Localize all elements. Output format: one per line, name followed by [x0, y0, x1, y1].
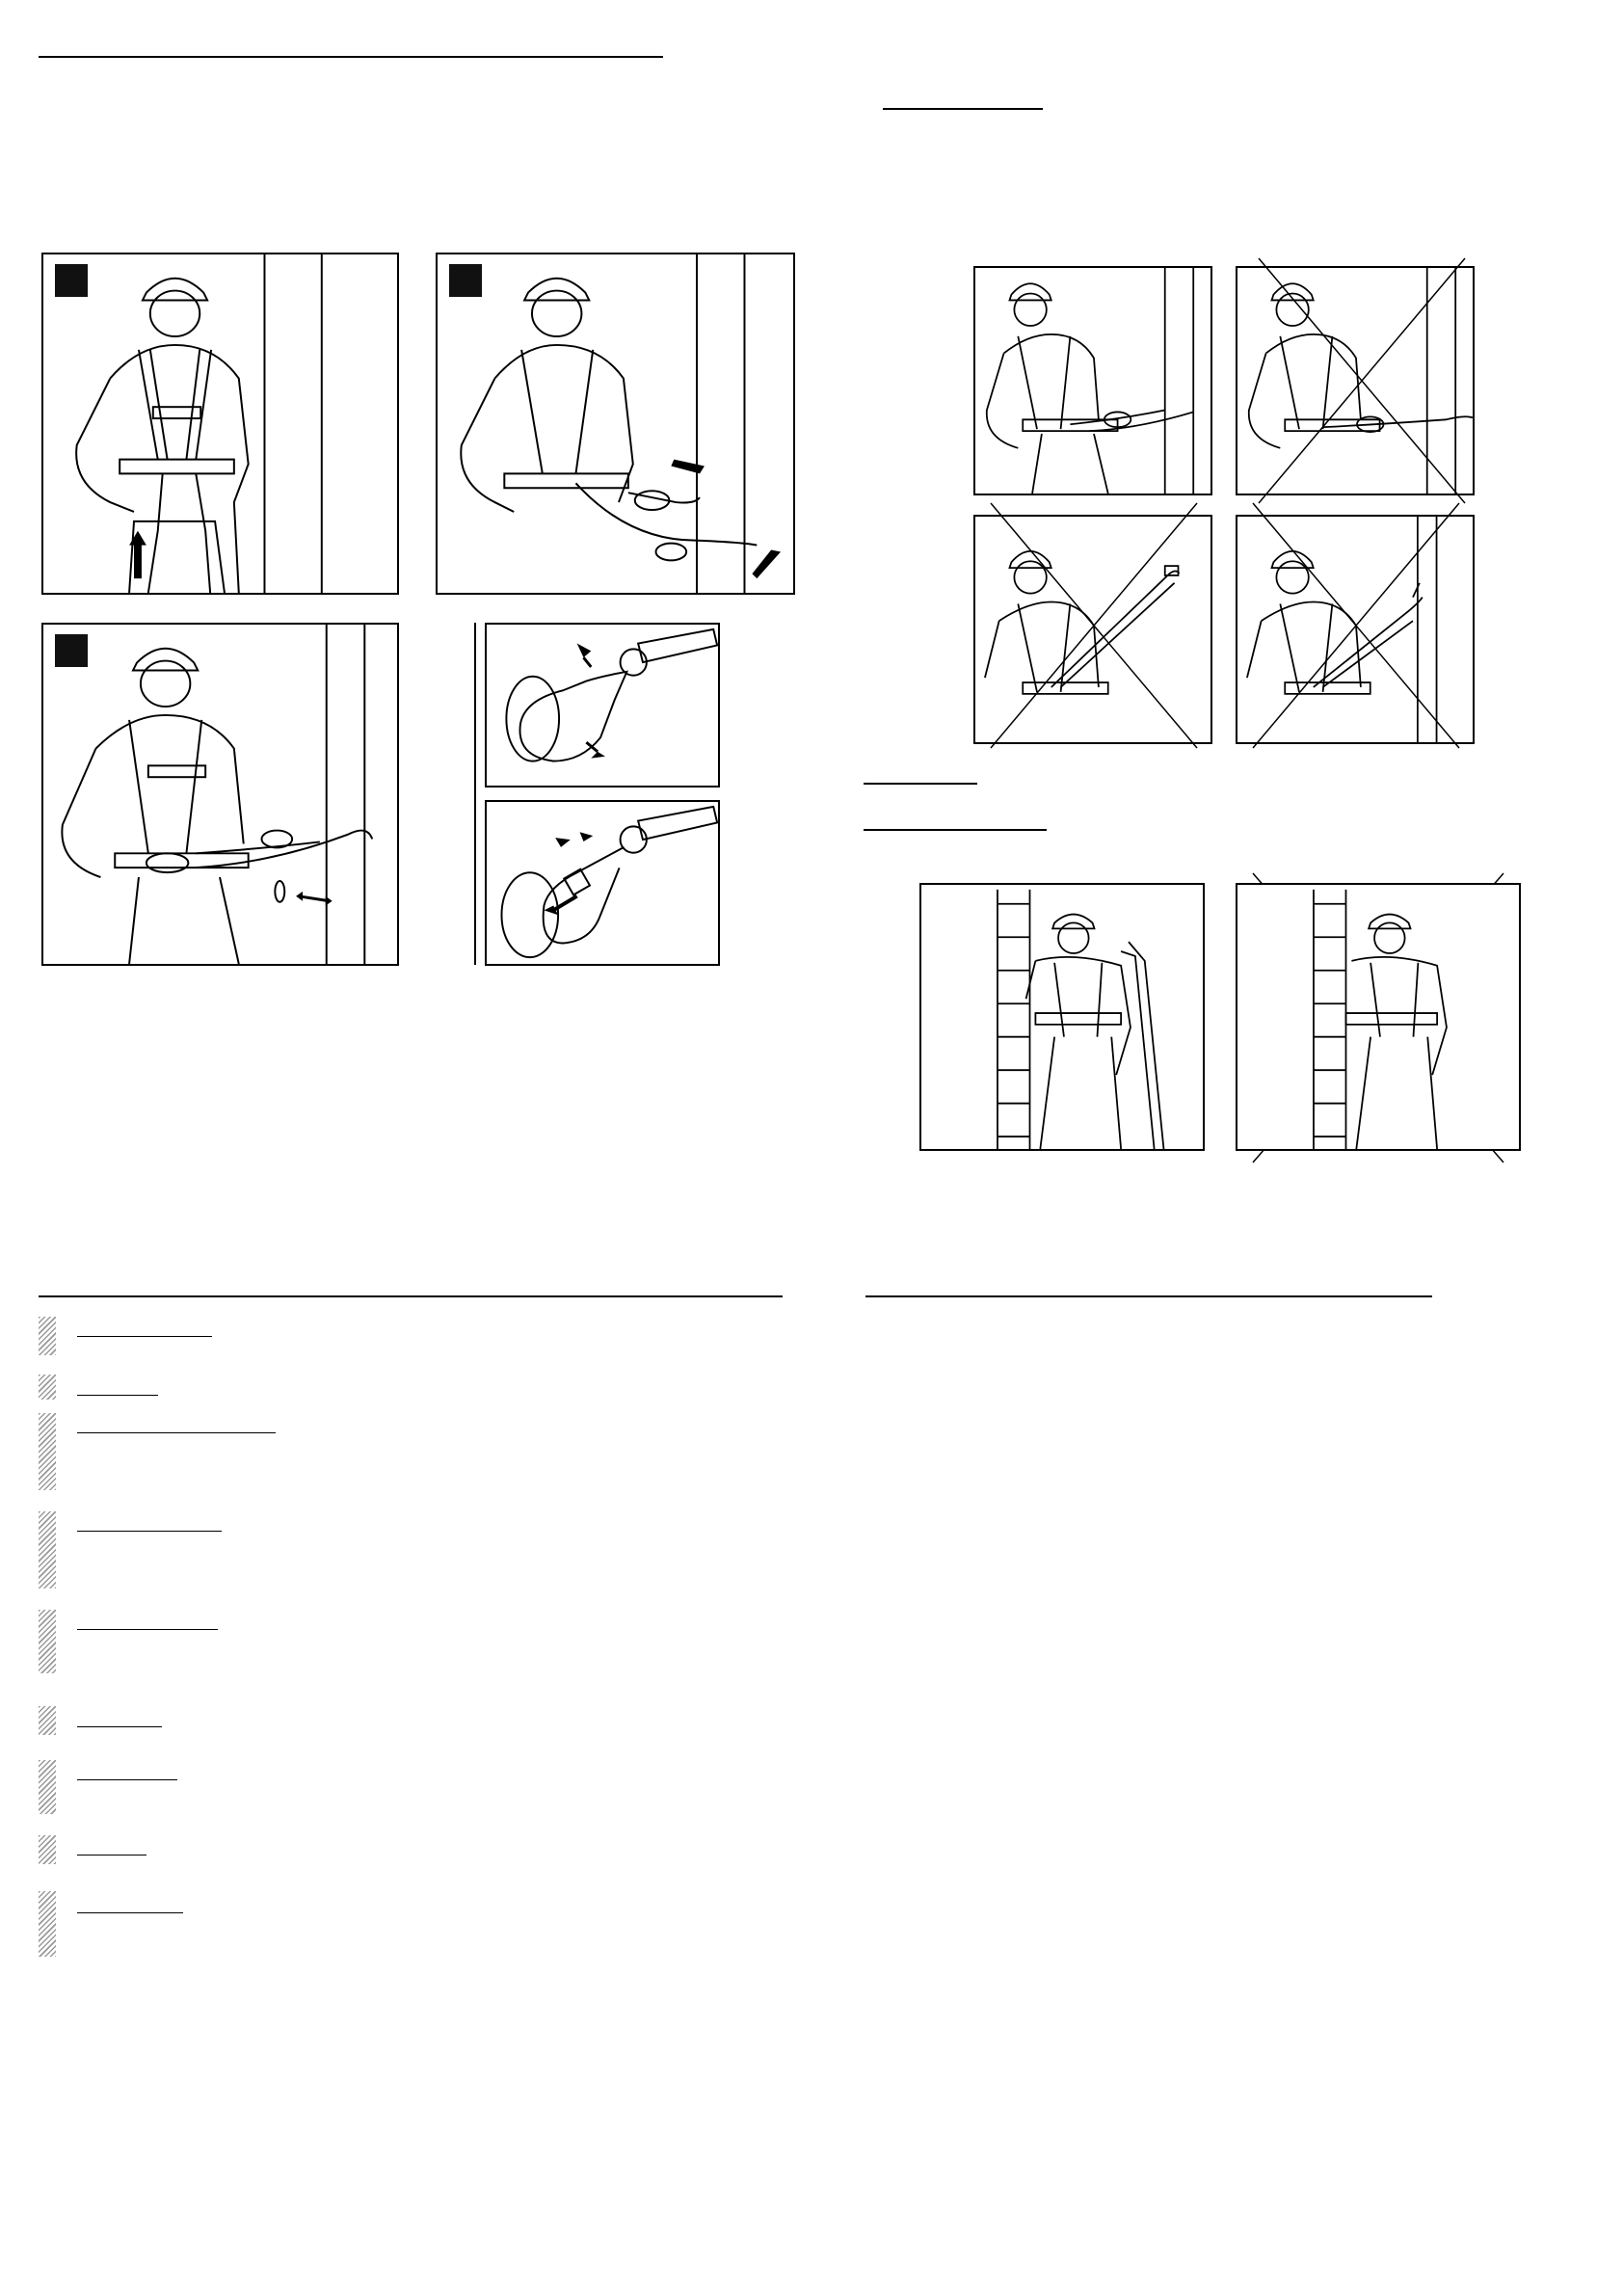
list-item-heading-underline: [77, 1531, 222, 1532]
connector-detail-bracket: [474, 623, 476, 965]
carabiner-icon: [487, 802, 718, 964]
list-item-heading-underline: [77, 1432, 276, 1433]
figure-anchor-wrong-1: [1236, 266, 1475, 495]
figure-step-2: [436, 253, 795, 595]
ladder-climb-illustration: [1237, 885, 1519, 1149]
subheading-underline-1: [864, 783, 977, 785]
subheading-underline-2: [864, 829, 1047, 831]
incorrect-anchor-illustration: [975, 517, 1211, 742]
top-left-heading-rule: [39, 56, 663, 58]
figure-anchor-wrong-3: [1236, 515, 1475, 744]
list-item-heading-underline: [77, 1912, 183, 1913]
list-item-heading-underline: [77, 1779, 177, 1780]
list-marker-hatch: [39, 1891, 56, 1957]
figure-connector-closed: [485, 623, 720, 788]
figure-connector-open: [485, 800, 720, 966]
list-marker-hatch: [39, 1511, 56, 1589]
incorrect-anchor-illustration: [1237, 517, 1473, 742]
list-item-heading-underline: [77, 1726, 162, 1727]
list-marker-hatch: [39, 1706, 56, 1735]
list-marker-hatch: [39, 1375, 56, 1400]
lanyard-attached-illustration: [43, 625, 397, 964]
figure-anchor-wrong-2: [973, 515, 1212, 744]
incorrect-anchor-illustration: [1237, 268, 1473, 494]
bottom-right-section-rule: [865, 1295, 1432, 1297]
correct-anchor-illustration: [975, 268, 1211, 494]
bottom-left-section-rule: [39, 1295, 783, 1297]
figure-step-3: [41, 623, 399, 966]
list-marker-hatch: [39, 1413, 56, 1490]
figure-ladder-correct: [919, 883, 1205, 1151]
list-item-heading-underline: [77, 1395, 158, 1396]
figure-anchor-correct: [973, 266, 1212, 495]
right-section-heading-underline: [883, 108, 1043, 110]
figure-ladder-wrong: [1236, 883, 1521, 1151]
figure-step-1: [41, 253, 399, 595]
lanyard-connect-illustration: [438, 254, 793, 593]
list-item-heading-underline: [77, 1629, 218, 1630]
carabiner-icon: [487, 625, 718, 786]
list-item-heading-underline: [77, 1336, 212, 1337]
list-marker-hatch: [39, 1760, 56, 1814]
ladder-climb-illustration: [921, 885, 1203, 1149]
list-marker-hatch: [39, 1610, 56, 1673]
list-marker-hatch: [39, 1835, 56, 1864]
harness-donning-illustration: [43, 254, 397, 593]
list-marker-hatch: [39, 1317, 56, 1355]
